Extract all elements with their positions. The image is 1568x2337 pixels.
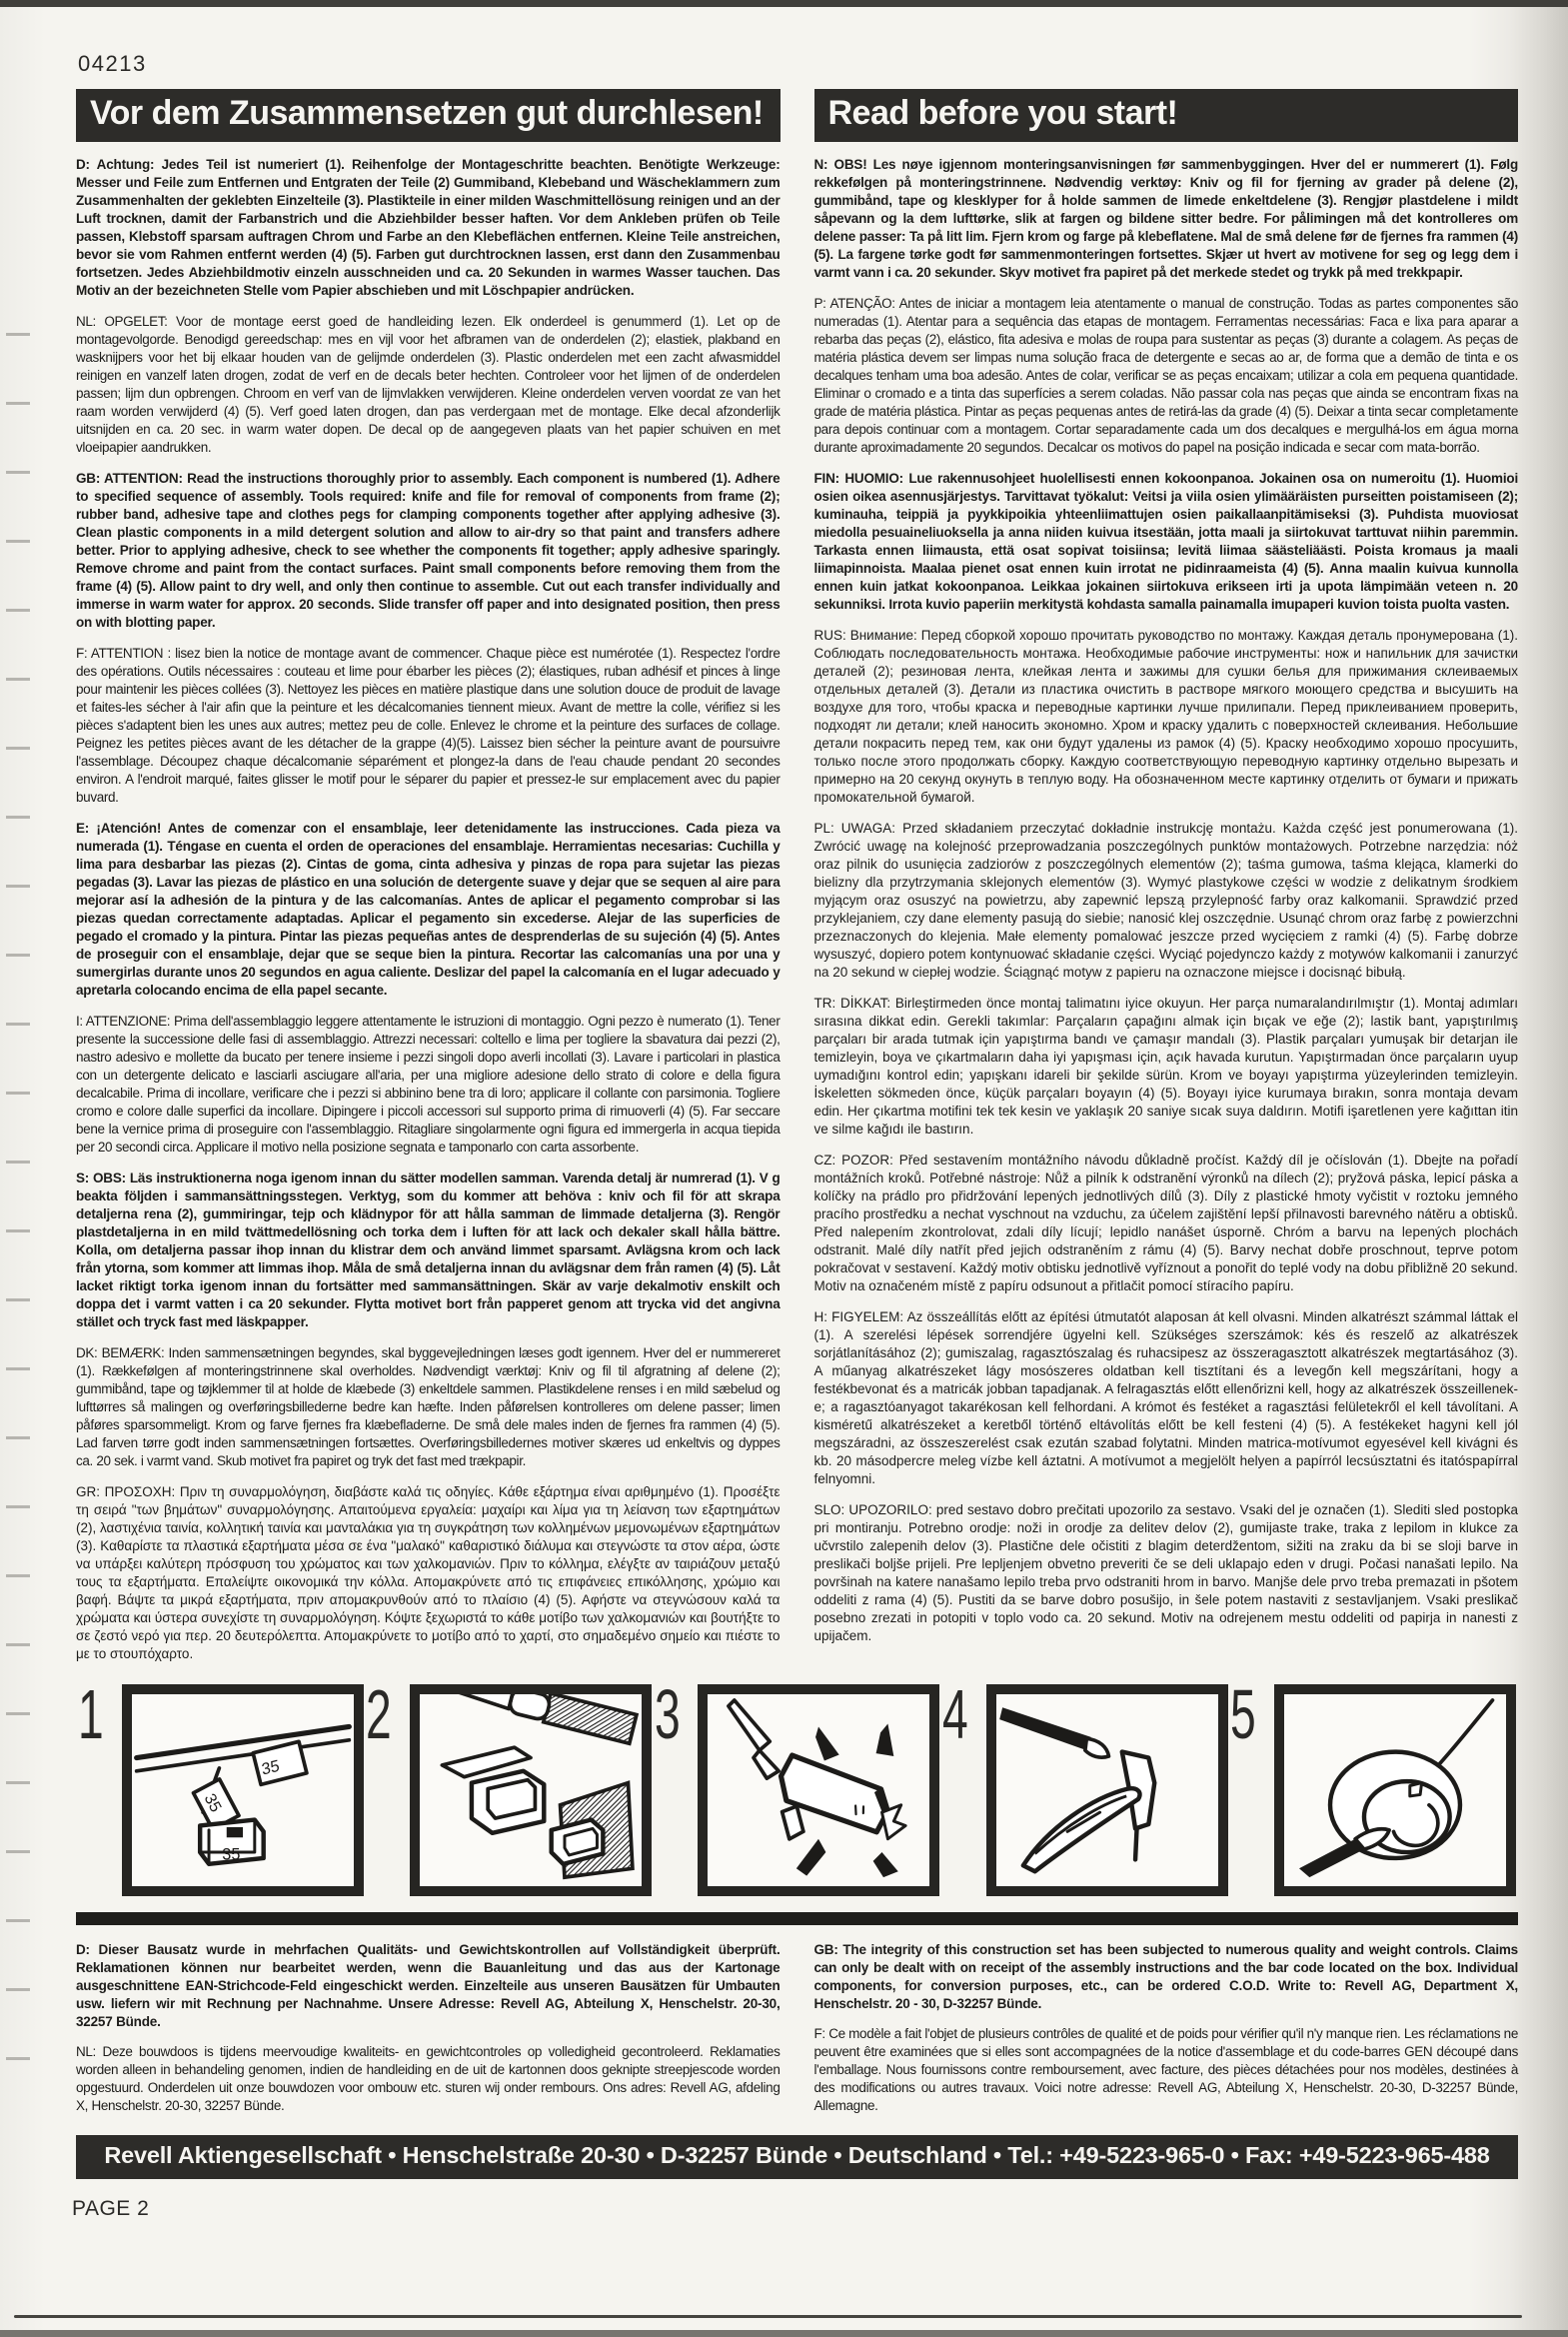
figure-1-box [122,1684,364,1896]
instructions-fr: F: ATTENTION : lisez bien la notice de montage avant de commencer. Chaque pièce est numérotée (1). Respectez l'ordre des opérations. Outils nécessaires : couteau et lime pour ébarber les pièces (2); élastiques, ruban adhésif et pinces à linge pour maintenir les pièces collées (3). Nettoyez les pièces en matière plastique dans une solution douce de produit de lavage et faites-les sécher à l'air afin que la peinture et les décalcomanies tiennent mieux. Avant de mettre la colle, vérifiez si les pièces s'adaptent bien les unes aux autres; mettez peu de colle. Enlevez le chrome et la peinture des surfaces de collage. Peignez les petites pièces avant de les détacher de la grappe (4)(5). Laissez bien sécher la peinture avant de poursuivre l'assemblage. Découpez chaque décalcomanie séparément et plongez-la dans de l'eau chaude pendant 20 secondes environ. A l'endroit marqué, faites glisser le motif pour le séparer du papier et pressez-le sur emplacement avec du papier buvard. [76,646,781,805]
figure-5-box [1274,1684,1516,1896]
figure-4 [941,1675,1228,1896]
paper-bottom-edge-line [14,2315,1522,2318]
svg-text:35: 35 [260,1756,281,1779]
scan-edge-top [0,0,1568,7]
instructions-de: D: Achtung: Jedes Teil ist numeriert (1). Reihenfolge der Montageschritte beachten. Benötigte Werkzeuge: Messer und Feile zum Entfernen und Entgraten der Teile (2) Gummiband, Klebeband und Wäscheklammern zum Zusammenhalten der geklebten Einzelteile (3). Plastikteile in einer milden Waschmittellösung reinigen und an der Luft trocknen, damit der Farbanstrich und die Abziehbilder besser haften. Vor dem Ankleben prüfen ob Teile passen, Klebstoff sparsam auftragen Chrom und Farbe an den Klebeflächen entfernen. Kleine Teile anstreichen, bevor sie vom Rahmen entfernt werden (4) (5). Farben gut durchtrocknen lassen, erst dann den Zusammenbau fortsetzen. Jedes Abziehbildmotiv einzeln ausschneiden und ca. 20 Sekunden in warmes Wasser tauchen. Das Motiv an der bezeichneten Stelle vom Papier abschieben und mit Löschpapier andrücken. [76,157,781,298]
left-column [76,89,781,1676]
instructions-es: E: ¡Atención! Antes de comenzar con el ensamblaje, leer detenidamente las instrucciones. Cada pieza va numerada (1). Téngase en cuenta el orden de operaciones del ensamblaje. Herramientas necesarias: Cuchilla y lima para desbarbar las piezas (2). Cintas de goma, cinta adhesiva y pinzas de ropa para sujetar las piezas pegadas (3). Lavar las piezas de plástico en una solución de detergente suave y dejar que se sequen al aire para mejorar así la adhesión de la pintura y de las calcomanías. Antes de aplicar el pegamento comprobar si las piezas quedan correctamente adaptadas. Aplicar el pegamento sin excederse. Alejar de las superficies de pegado el cromado y la pintura. Pintar las piezas pequeñas antes de desprenderlas de su sujeción (4) (5). Antes de proseguir con el ensamblaje, dejar que se seque bien la pintura. Recortar las calcomanías una por una y sumergirlas durante unos 20 segundos en agua caliente. Deslizar del papel la calcomanía en el lugar adecuado y apretarla colocando encima de ella papel secante. [76,821,781,998]
kit-number: 04213 [78,51,147,76]
instructions-sv: S: OBS: Läs instruktionerna noga igenom innan du sätter modellen samman. Varenda detalj är numrerad (1). V g beakta följden i sammansättningsstegen. Verktyg, som du kommer att behöva : kniv och fil för att skrapa detaljerna rena (2), gummiringar, tejp och klädnypor för att hålla samman de limmade detaljerna (3). Rengör plastdetaljerna in en mild tvättmedellösning och torka dem i luften för att lack och dekaler skall hålla bättre. Kolla, om detaljerna passar ihop innan du klistrar dem och använd limmet sparsamt. Avlägsna krom och lack från ytorna, som kommer att limmas ihop. Måla de små detaljerna innan du avlägsnar dem från ramen (4) (5). Låt lacket riktigt torka igenom innan du fortsätter med sammansättningen. Skär av varje dekalmotiv enskilt och doppa det i varmt vatten i ca 20 sekunder. Flytta motivet bort från papperet genom att trycka vid det angivna stället och tryck fast med läskpapper. [76,1170,781,1329]
instructions-nl: NL: OPGELET: Voor de montage eerst goed de handleiding lezen. Elk onderdeel is genummerd (1). Let op de montagevolgorde. Benodigd gereedschap: mes en vijl voor het afbramen van de onderdelen (2); elastiek, plakband en wasknijpers voor het bij elkaar houden van de gelijmde onderdelen (3). Plastic onderdelen met een zacht afwasmiddel reinigen en vanzelf laten drogen, zodat de verf en de decals beter hechten. Controleer voor het lijmen of de onderdelen passen; lijm dun opbrengen. Chroom en verf van de lijmvlakken verwijderen. Kleine onderdelen verven voordat ze van het raam worden verwijderd (4) (5). Verf goed laten drogen, dan pas verdergaan met de montage. Elke decal afzonderlijk uitsnijden en ca. 20 sec. in warm water dopen. De decal op de aangegeven plaats van het papier schuiven en met vloeipapier aandrukken. [76,314,781,455]
instructions-tr: TR: DİKKAT: Birleştirmeden önce montaj talimatını iyice okuyun. Her parça numaralandırılmıştır (1). Montaj adımları sırasına dikkat edin. Gerekli takımlar: Parçaların çapağını almak için bıçak ve eğe (2); lastik bant, yapıştırılmış parçaları bir arada tutmak için yapıştırma bandı ve çamaşır mandalı (3). Plastik parçaları yumuşak bir detarjan ile temizleyin, boya ve çıkartmaların daha iyi yapışması için, açık havada kurutun. Yapıştırmadan önce parçaların uyup uymadığını kontrol edin; yapışkanı idareli bir şekilde sürün. Krom ve boyayı yapıştırma yüzeylerinden temizleyin. İskeletten sökmeden önce, küçük parçaları boyayın (4) (5). Boyayı iyice kurumaya bırakın, sonra montaja devam edin. Her çıkartma motifini tek tek kesin ve yaklaşık 20 saniye sıcak suya daldırın. Motifi işaretlenen yere kağıttan itin ve silme kağıdı ile bastırın. [813,996,1518,1137]
instruction-columns [76,89,1518,1676]
quality-note-nl: NL: Deze bouwdoos is tijdens meervoudige kwaliteits- en gewichtcontroles op volledigheid gecontroleerd. Reklamaties worden alleen in behandeling genomen, indien de handleiding en de uit de kartonnen doos geknipte streepjescode worden opgestuurd. Onderdelen uit onze bouwdozen voor ombouw etc. sturen wij onder rembours. Ons adres: Revell AG, afdeling X, Henschelstr. 20-30, 32257 Bünde. [76,2044,781,2113]
instructions-ru: RUS: Внимание: Перед сборкой хорошо прочитать руководство по монтажу. Каждая деталь пронумерована (1). Соблюдать последовательность монтажа. Необходимые рабочие инструменты: нож и напильник для зачистки деталей (2); резиновая лента, клейкая лента и зажимы для сушки белья для прижимания склеиваемых отдельных деталей (3). Детали из пластика очистить в растворе мягкого моющего средства и высушить на воздухе для того, чтобы краска и переводные картинки лучше прилипали. Перед приклеиванием проверить, подходят ли детали; клей наносить экономно. Хром и краску удалить с поверхностей склеивания. Небольшие детали покрасить перед тем, как они будут удалены из рамок (4) (5). Краску необходимо хорошо просушить, только после этого продолжать сборку. Каждую соответствующую переводную картинку отдельно вырезать и примерно на 20 секунд окунуть в теплую воду. На обозначенном месте картинку отделить от бумаги и прижать промокательной бумагой. [813,628,1518,805]
instructions-gb: GB: ATTENTION: Read the instructions thoroughly prior to assembly. Each component is numbered (1). Adhere to specified sequence of assembly. Tools required: knife and file for removal of components from frame (2); rubber band, adhesive tape and clothes pegs for clamping components together after applying adhesive (3). Clean plastic components in a mild detergent solution and allow to air-dry so that paint and transfers adhere better. Prior to applying adhesive, check to see whether the components fit together; apply adhesive sparingly. Remove chrome and paint from the contact surfaces. Paint small components before removing them from the frame (4) (5). Allow paint to dry well, and only then continue to assemble. Cut out each transfer individually and immerse in warm water for approx. 20 seconds. Slide transfer off paper and into designated position, then press on with blotting paper. [76,471,781,630]
scan-edge-ticks [6,267,30,2070]
instructions-cz: CZ: POZOR: Před sestavením montážního návodu důkladně pročíst. Každý díl je očíslován (1). Dbejte na pořadí montážních kroků. Potřebné nástroje: Nůž a pilník k odstranění výronků na dílech (2); pryžová páska, lepicí páska a kolíčky na prádlo pro přidržování lepených jednotlivých dílů (3). Díly z plastické hmoty vyčistit v roztoku jemného pracího prostředku a nechat vyschnout na vzduchu, za účelem zajištění lepší přilnavosti barevného nátěru a obtisků. Před nalepením zkontrolovat, zdali díly lícují; lepidlo nanášet úsporně. Chróm a barvu na lepených plochách odstranit. Malé díly natřít před jejich odstraněním z rámu (4) (5). Barvy nechat dobře proschnout, teprve potom pokračovat v sestavení. Každý motiv obtisku jednotlivě vyříznout a ponořit do teplé vody na dobu přibližně 20 sekund. Motiv na označeném místě z papíru odsunout a přitlačit pomocí stíracího papíru. [813,1153,1518,1293]
instructions-fi: FIN: HUOMIO: Lue rakennusohjeet huolellisesti ennen kokoonpanoa. Jokainen osa on numeroitu (1). Huomioi osien oikea asennusjärjestys. Tarvittavat työkalut: Veitsi ja viila osien ylimääräisten purseitten poistamiseen (2); kuminauha, teippiä ja pyykkipoikia yhteenliimattujen osien paikallaanpitämiseksi (3). Puhdista muoviosat miedolla pesuaineliuoksella ja anna niiden kuivua itsestään, jotta maali ja siirtokuvat tarttuvat niihin paremmin. Tarkasta ennen liimausta, että osat sopivat toisiinsa; levitä liimaa säästeliäästi. Poista kromaus ja maali liimapinnoista. Maalaa pienet osat ennen kuin irrotat ne pidinraameista (4) (5). Anna maalin kuivua kunnolla ennen kuin jatkat kokoonpanoa. Leikkaa jokainen siirtokuva erikseen irti ja upota lämpimään veteen n. 20 sekunniksi. Irrota kuvio paperiin merkitystä kohdasta samalla painamalla imupaperi kuvion toista puolta vasten. [813,471,1518,612]
quality-note-gb: GB: The integrity of this construction set has been subjected to numerous quality and weight controls. Claims can only be dealt with on receipt of the assembly instructions and the bar code located on the box. Individual components, for conversion purposes, etc., can be ordered C.O.D. Write to: Revell AG, Department X, Henschelstr. 20 - 30, D-32257 Bünde. [813,1942,1518,2011]
figure-3 [654,1675,940,1896]
instructions-slo: SLO: UPOZORILO: pred sestavo dobro prečitati upozorilo za sestavo. Vsaki del je označen (1). Slediti sled postopka pri montiranju. Potrebno orodje: noži in orodje za delitev delov (2), gumijaste trake, traka z lepilom in klukce za učvrstilo zalepenih delov (3). Plastične dele očistiti z blagim deterdžentom, sižiti na zraku da bi se sloji barve in preslikači boljše prijeli. Pre lepljenjem obvetno preveriti če se deli uklapajo eden v drugi. Počasi nanašati lepilo. Na površinah na katere nanašamo lepilo treba prvo odstraniti hrom in barvo. Manjše dele prvo treba premazati in pšotem oddeliti z rama (4) (5). Pustiti da se barve dobro posušijo, in šele potem nastaviti z sestavljanjem. Vsaki preslikač posebno zrezati in potopiti v toplo vodo ca. 20 sekund. Motiv na odrejenem mestu oddeliti od papirja in nanesti z upijačem. [813,1502,1518,1643]
company-address-bar: Revell Aktiengesellschaft • Henschelstraße 20-30 • D-32257 Bünde • Deutschland • Tel.: +49-5223-965-0 • Fax: +49-5223-965-488 [76,2135,1518,2179]
title-bar-english: Read before you start! [814,89,1519,142]
instructions-dk: DK: BEMÆRK: Inden sammensætningen begyndes, skal byggevejledningen læses godt igennem. Hver del er nummereret (1). Rækkefølgen af monteringstrinnene skal overholdes. Nødvendigt værktøj: Kniv og fil til afgratning af delene (2); gummibånd, tape og tøjklemmer til at holde de klæbede (3) enkeltdele sammen. Plastikdelene renses i en mild sæbelud og lufttørres så malingen og overføringsbillederne bedre kan hæfte. Inden påførelsen kontrolleres om delene passer; limen påføres sparsommeligt. Krom og farve fjernes fra klæbefladerne. De små dele males inden de fjernes fra rammen (4) (5). Lad farven tørre godt inden sammensætningen fortsættes. Overføringsbilledernes motiver skæres ud enkeltvis og dyppes ca. 20 sek. i varmt vand. Skub motivet fra papiret og tryk det fast med trækpapir. [76,1345,781,1468]
instructions-no: N: OBS! Les nøye igjennom monteringsanvisningen før sammenbyggingen. Hver del er nummerert (1). Følg rekkefølgen på monteringstrinnene. Nødvendig verktøy: Kniv og fil for fjerning av grader på delene (2), gummibånd, tape og klesklyper for å holde sammen de limede enkeltdelene (3). Rengjør plastdelene i mildt såpevann og la dem lufttørke, slik at fargen og bildene sitter bedre. For pålimingen må det kontrolleres om delene passer: Ta på litt lim. Fjern krom og farge på klebeflatene. Mal de små delene før de fjernes fra rammen (4) (5). La fargene tørke godt før sammenmonteringen fortsettes. Skjær ut hvert av motivene for seg og legg dem i varmt vann i ca. 20 sekunder. Skyv motivet fra papiret på det merkede stedet og trykk på med trekkpapir. [813,157,1518,280]
quality-notes [76,1941,1518,2127]
instructions-hu: H: FIGYELEM: Az összeállítás előtt az építési útmutatót alaposan át kell olvasni. Minden alkatrészt számmal láttak el (1). A szerelési lépések sorrendjére ügyelni kell. Szükséges szerszámok: kés és reszelő az alkatrészek sorjátlanításához (2); gumiszalag, ragasztószalag és ruhacsipesz az összeragasztott alkatrészek megtartásához (3). A műanyag alkatrészeket lágy mosószeres oldatban kell tisztítani és a levegőn kell megszárítani, hogy a festékbevonat és a matricák jobban tapadjanak. A felragasztás előtt ellenőrizni kell, hogy az alkatrészek összeillenek-e; a ragasztóanyagot takarékosan kell felhordani. A krómot és festéket a ragasztási felületekről el kell távolítani. A kisméretű alkatrészeket a keretből történő eltávolítás előtt be kell festeni (4) (5). A festékeket hagyni kell jól megszáradni, az összeszerelést csak ezután szabad folytatni. Minden matrica-motívumot egyesével kell kivágni és kb. 20 másodpercre meleg vízbe kell áztatni. A motívumot a megjelölt helyen a papírról lecsúsztatni és itatóspapírral felnyomni. [813,1309,1518,1486]
paper-sheet [0,7,1568,2330]
figure-5-number: 5 [1230,1675,1256,1753]
svg-text:35: 35 [200,1790,225,1815]
title-bar-german: Vor dem Zusammensetzen gut durchlesen! [76,89,781,142]
figure-4-number: 4 [941,1675,968,1753]
instructions-pt: P: ATENÇÃO: Antes de iniciar a montagem leia atentamente o manual de construção. Todas as partes componentes são numeradas (1). Atentar para a sequência das etapas de montagem. Ferramentas necessárias: Faca e lixa para aparar a rebarba das peças (2), elástico, fita adesiva e molas de roupa para sustentar as peças (3) durante a colagem. As peças de matéria plástica devem ser limpas numa solução fraca de detergente e secas ao ar, de forma que a demão de tinta e os decalques tenham uma boa adesão. Antes de colar, verificar se as peças encaixam; utilizar a cola em pequena quantidade. Eliminar o cromado e a tinta das superfícies a serem coladas. Não passar cola nas peças que ainda se encontram fixas na grade de matéria plástica. Pintar as peças pequenas antes de retirá-las da grade (4) (5). Deixar a tinta secar completamente para depois continuar com a montagem. Cortar separadamente cada um dos decalques e mergulhá-los em água morna durante aproximadamente 20 segundos. Decalcar os motivos do papel na posição indicada e secar com mata-borrão. [813,296,1518,455]
right-column [814,89,1519,1658]
figure-2-number: 2 [366,1675,392,1753]
instructions-it: I: ATTENZIONE: Prima dell'assemblaggio leggere attentamente le istruzioni di montaggio. Ogni pezzo è numerato (1). Tener presente la successione delle fasi di assemblaggio. Attrezzi necessari: coltello e lima per togliere la sbavatura dai pezzi (2), nastro adesivo e mollette da bucato per tenere insieme i pezzi singoli dopo averli incollati (3). Lavare i particolari in plastica con un detergente delicato e lasciarli asciugare all'aria, per una migliore adesione dello strato di colore e della figura decalcabile. Prima di incollare, verificare che i pezzi si abbinino bene tra di loro; applicare il collante con parsimonia. Togliere cromo e colore dalle superfici da incollare. Dipingere i piccoli accessori sul supporto prima di rimuoverli (4) (5). Far seccare bene la vernice prima di proseguire con l'assemblaggio. Ritagliare singolarmente ogni figura ed immergerla in acqua tiepida per 20 secondi circa. Applicare il motivo nella posizione segnata e tamponarlo con carta assorbente. [76,1014,781,1155]
quality-notes-right [814,1941,1519,2127]
instructions-pl: PL: UWAGA: Przed składaniem przeczytać dokładnie instrukcję montażu. Każda część jest ponumerowana (1). Zwrócić uwagę na kolejność przeprowadzania poszczególnych punktów montażowych. Potrzebne narzędzia: nóż oraz pilnik do usunięcia zadziorów z poszczególnych elementów (2); taśma gumowa, taśma klejąca, klamerki do bielizny dla przytrzymania sklejonych elementów (3). Wymyć plastykowe części w wodzie z delikatnym środkiem myjącym oraz osuszyć na powietrzu, aby zapewnić lepszą przylepność farby oraz kalkomanii. Sprawdzić przed przyklejaniem, czy dane elementy pasują do siebie; nanosić klej oszczędnie. Usunąć chrom oraz farbę z powierzchni przeznaczonych do klejenia. Małe elementy pomalować jeszcze przed wycięciem z ramki (4) (5). Farbę dobrze wysuszyć, dopiero potem kontynuować składanie części. Wyciąć pojedynczo każdy z motywów kalkomanii i zanurzyć na 20 sekund w ciepłej wodzie. Ściągnąć motyw z papieru na oznaczone miejsce i docisnąć bibułą. [813,821,1518,980]
quality-notes-left [76,1941,781,2127]
paint-small-part-illustration [996,1694,1218,1886]
figure-2-box [410,1684,652,1896]
instructions-gr: GR: ΠΡΟΣΟΧΗ: Πριν τη συναρμολόγηση, διαβάστε καλά τις οδηγίες. Κάθε εξάρτημα είναι αριθμημένο (1). Προσέξτε τη σειρά "των βημάτων" συναρμολόγησης. Απαιτούμενα εργαλεία: μαχαίρι και λίμα για τη λείανση των εξαρτημάτων (2), λαστιχένια ταινία, κολλητική ταινία και μανταλάκια για τη συγκράτηση των κολλημένων μεμονωμένων εξαρτημάτων (3). Καθαρίστε τα πλαστικά εξαρτήματα μέσα σε ένα "μαλακό" καθαριστικό διάλυμα και στεγνώστε τα στον αέρα, ώστε να υπάρξει καλύτερη πρόσφυση του χρώματος και των χαλκομανιών. Πριν το κόλλημα, ελέγξτε αν ταιριάζουν μεταξύ τους τα εξαρτήματα. Επαλείψτε οικονομικά την κόλλα. Απομακρύνετε από τις επιφάνειες επικόλλησης, χρώμιο και βαφή. Βάψτε τα μικρά εξαρτήματα, πριν απομακρυνθούν από το πλαίσιο (4) (5). Αφήστε να στεγνώσουν καλά τα χρώματα και ύστερα συνεχίστε τη συναρμολόγηση. Κόψτε ξεχωριστά το κάθε μοτίβο των χαλκομανιών και βουτήξτε το σε ζεστό νερό για περ. 20 δευτερόλεπτα. Απομακρύνετε το μοτίβο από το χαρτί, στο σημαδεμένο σημείο και πιέστε το με το στουπόχαρτο. [76,1484,781,1661]
knife-and-file-illustration [420,1694,642,1886]
figure-3-box [698,1684,939,1896]
svg-text:35: 35 [222,1845,241,1864]
quality-note-de: D: Dieser Bausatz wurde in mehrfachen Qualitäts- und Gewichtskontrollen auf Vollständigkeit überprüft. Reklamationen können nur bearbeitet werden, wenn die Bauanleitung und das aus der Kartonage ausgeschnittene EAN-Strichcode-Feld eingeschickt werden. Einzelteile aus unseren Bausätzen für Umbauten usw. liefern wir mit Rechnung per Nachnahme. Unsere Adresse: Revell AG, Abteilung X, Henschelstr. 20-30, 32257 Bünde. [76,1942,781,2029]
sprue-numbered-parts-illustration [132,1694,354,1886]
quality-note-fr: F: Ce modèle a fait l'objet de plusieurs contrôles de qualité et de poids pour vérifier qu'il n'y manque rien. Les réclamations ne peuvent être examinées que si elles sont accompagnées de la notice d'assemblage et du code-barres GEN découpé dans l'emballage. Nous fournissons contre remboursement, avec facture, des pièces détachées pour nos modèles, destinées à des modifications ou autres travaux. Voici notre adresse: Revell AG, Abteilung X, Henschelstr. 20-30, D-32257 Bünde, Allemagne. [813,2026,1518,2113]
decal-on-wheel-illustration [1284,1694,1506,1886]
figure-1 [78,1675,364,1896]
section-divider-rule [76,1912,1518,1925]
figure-1-number: 1 [78,1675,104,1753]
figure-2 [366,1675,652,1896]
figure-3-number: 3 [654,1675,681,1753]
figure-5 [1230,1675,1516,1896]
scan-edge-bottom [0,2330,1568,2337]
page-content [72,51,1518,2221]
page-number-label: PAGE 2 [72,2197,150,2220]
figure-4-box [986,1684,1228,1896]
apply-adhesive-illustration [708,1694,929,1886]
figure-strip [78,1675,1516,1896]
